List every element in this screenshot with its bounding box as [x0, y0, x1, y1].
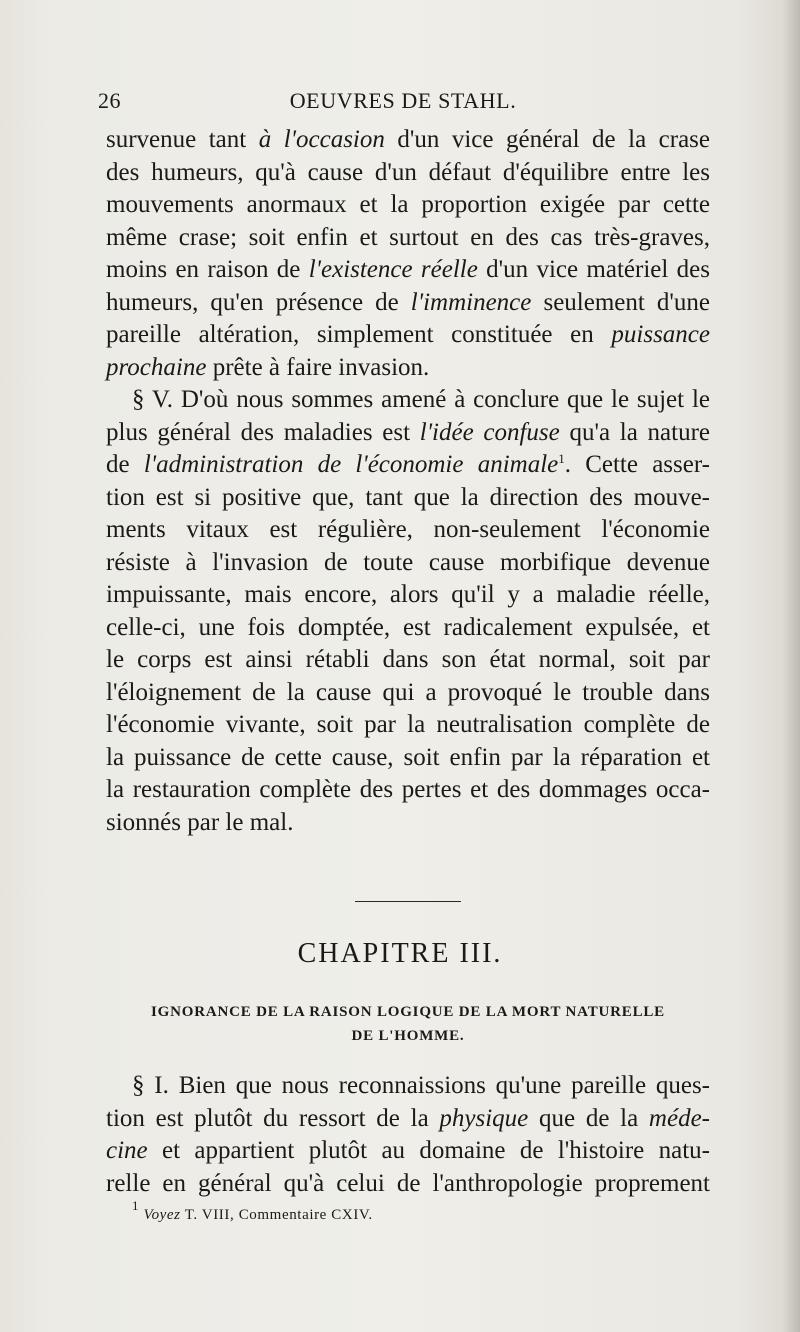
text-line	[106, 807, 710, 840]
text-run: la puissance de cette cause, soit enfin par la réparation et	[106, 743, 710, 771]
section-i-text	[106, 1070, 710, 1200]
text-run: sionnés par le mal.	[106, 808, 294, 836]
italic-run: cine	[106, 1137, 148, 1164]
text-run: de	[106, 451, 144, 478]
chapter-subtitle	[106, 1000, 710, 1048]
footnote-ref: 1	[558, 451, 565, 466]
text-line	[106, 222, 710, 255]
text-run: impuissante, mais encore, alors qu'il y a maladie réelle,	[106, 581, 710, 608]
text-run: d'un vice général de la crase	[384, 126, 710, 153]
italic-run: méde-	[648, 1104, 710, 1132]
text-line	[106, 774, 710, 807]
italic-run: physique	[439, 1104, 529, 1132]
text-line	[106, 1135, 710, 1168]
text-run: que de la	[528, 1104, 649, 1132]
text-line	[106, 644, 710, 677]
text-line	[106, 612, 710, 645]
text-run: ments vitaux est régulière, non-seulement l'économie	[106, 516, 710, 543]
text-line	[106, 124, 710, 157]
footnote-marker: 1	[132, 1198, 140, 1213]
text-line	[106, 742, 710, 775]
text-run: pareille altération, simplement constituée en	[106, 321, 612, 348]
text-run: même crase; soit enfin et surtout en des cas très-graves,	[106, 223, 710, 251]
text-line	[106, 579, 710, 612]
text-run: résiste à l'invasion de toute cause morbifique devenue	[106, 548, 710, 576]
text-line	[106, 319, 710, 352]
page-number: 26	[98, 88, 121, 113]
chapter-title: CHAPITRE III.	[297, 938, 503, 969]
text-run: et appartient plutôt au domaine de l'histoire natu-	[147, 1137, 710, 1164]
running-title: OEUVRES DE STAHL.	[289, 88, 517, 113]
text-run: le corps est ainsi rétabli dans son état normal, soit par	[106, 646, 710, 673]
text-line	[106, 514, 710, 547]
text-line	[106, 449, 710, 482]
text-line	[106, 709, 710, 742]
text-run: l'éloignement de la cause qui a provoqué le trouble dans	[106, 678, 710, 706]
text-run: moins en raison de	[106, 256, 309, 283]
text-run: la restauration complète des pertes et des dommages occa-	[106, 776, 710, 803]
text-run: seulement d'une	[531, 288, 710, 316]
text-run: celle-ci, une fois domptée, est radicalement expulsée, et	[106, 613, 710, 641]
text-line	[106, 482, 710, 515]
text-line	[106, 287, 710, 320]
page-header	[98, 88, 708, 120]
text-run: relle en général qu'à celui de l'anthropologie proprement	[106, 1169, 710, 1197]
footnote-voyez: Voyez	[143, 1207, 181, 1223]
chapter-subtitle-line: DE L'HOMME.	[351, 1028, 465, 1044]
text-run: qu'a la nature	[559, 418, 711, 446]
text-line	[106, 1168, 710, 1201]
text-line	[106, 417, 710, 450]
italic-run: prochaine	[106, 353, 207, 381]
text-line	[106, 1070, 710, 1103]
italic-run: l'idée confuse	[419, 418, 560, 446]
text-run: tion est si positive que, tant que la direction des mouve-	[106, 483, 710, 511]
text-line	[106, 677, 710, 710]
text-run: § I. Bien que nous reconnaissions qu'une pareille ques-	[132, 1072, 710, 1099]
footnote	[132, 1198, 373, 1224]
text-line	[106, 352, 710, 385]
text-run: . Cette asser-	[564, 451, 710, 478]
text-line	[106, 547, 710, 580]
text-run: survenue tant	[106, 126, 259, 153]
text-line	[106, 189, 710, 222]
chapter-subtitle-line: IGNORANCE DE LA RAISON LOGIQUE DE LA MORT NATURELLE	[151, 1004, 665, 1020]
text-line	[106, 157, 710, 190]
italic-run: puissance	[611, 321, 710, 348]
italic-run: l'administration de l'économie animale	[143, 451, 559, 478]
italic-run: à l'occasion	[258, 126, 385, 153]
italic-run: l'existence réelle	[308, 256, 478, 283]
footnote-text: T. VIII, Commentaire CXIV.	[180, 1207, 373, 1223]
text-run: humeurs, qu'en présence de	[106, 288, 411, 316]
text-line	[106, 254, 710, 287]
section-divider-rule	[355, 901, 461, 902]
text-line	[106, 384, 710, 417]
section-v-text	[106, 124, 710, 839]
text-run: des humeurs, qu'à cause d'un défaut d'équilibre entre les	[106, 158, 710, 186]
text-run: prête à faire invasion.	[206, 353, 430, 381]
italic-run: l'imminence	[410, 288, 532, 316]
text-line	[106, 1103, 710, 1136]
text-run: tion est plutôt du ressort de la	[106, 1104, 440, 1132]
text-run: plus général des maladies est	[106, 418, 420, 446]
text-run: l'économie vivante, soit par la neutralisation complète de	[106, 711, 710, 738]
text-run: mouvements anormaux et la proportion exigée par cette	[106, 191, 710, 218]
text-run: § V. D'où nous sommes amené à conclure que le sujet le	[132, 386, 710, 413]
text-run: d'un vice matériel des	[477, 256, 710, 283]
